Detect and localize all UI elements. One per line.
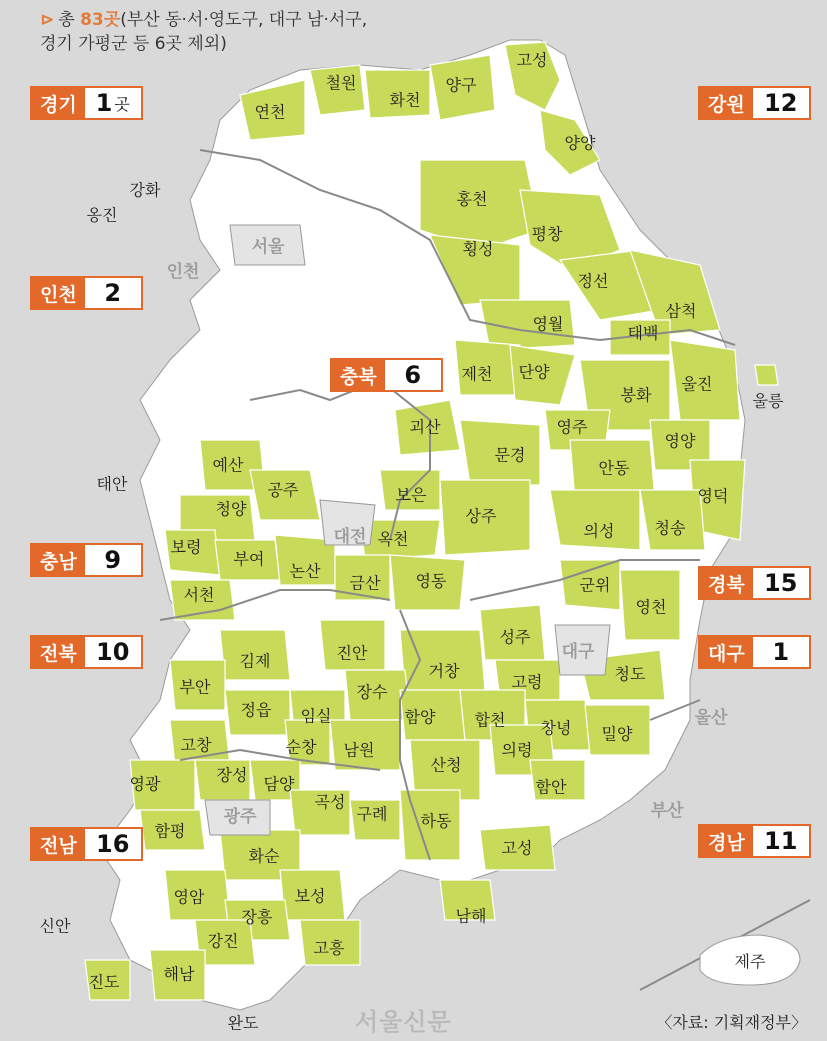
district-label: 대구	[561, 642, 595, 662]
district-label: 문경	[494, 445, 526, 465]
district-label: 양구	[445, 75, 477, 95]
header-rest: (부산 동·서·영도구, 대구 남·서구,	[120, 10, 368, 30]
district-label: 영천	[635, 597, 667, 617]
district-label: 함양	[404, 707, 436, 727]
district-label: 장흥	[241, 907, 273, 927]
district-label: 장성	[216, 765, 248, 785]
district-label: 구례	[356, 804, 388, 824]
district-label: 제천	[461, 364, 493, 384]
district-label: 영주	[556, 417, 588, 437]
header-count: 83곳	[80, 10, 121, 30]
district-label: 보은	[395, 485, 427, 505]
badge-gyeongnam	[698, 824, 811, 858]
district-label: 거창	[428, 661, 460, 681]
arrow-icon: ⊳	[40, 10, 55, 30]
district-label: 화천	[389, 90, 421, 110]
district-label: 영동	[415, 571, 447, 591]
district-label: 함안	[535, 777, 567, 797]
district-label: 창녕	[540, 718, 572, 738]
district-label: 곡성	[314, 792, 346, 812]
district-label: 청송	[654, 518, 686, 538]
district-label: 함평	[154, 821, 186, 841]
district-label: 고성	[501, 838, 533, 858]
district-label: 삼척	[665, 301, 697, 321]
district-label: 산청	[430, 755, 462, 775]
district-label: 강화	[129, 180, 161, 200]
district-label: 공주	[267, 480, 299, 500]
district-label: 보성	[294, 886, 326, 906]
badge-name: 충남	[32, 545, 85, 575]
badge-count: 12	[764, 89, 798, 117]
district-label: 연천	[254, 102, 286, 122]
district-label: 횡성	[462, 239, 494, 259]
source-note: 〈자료: 기획재정부〉	[656, 1013, 807, 1032]
district-label: 진도	[88, 972, 120, 992]
district-label: 청도	[614, 664, 646, 684]
badge-name: 강원	[700, 88, 753, 118]
badge-name: 전북	[32, 637, 85, 667]
badge-name: 전남	[32, 829, 85, 859]
district-label: 울산	[694, 708, 728, 728]
district-label: 고성	[516, 50, 548, 70]
district-label: 예산	[212, 455, 244, 475]
district-label: 진안	[336, 643, 368, 663]
district-label: 강진	[207, 931, 239, 951]
district-label: 봉화	[620, 385, 652, 405]
district-label: 남해	[455, 906, 487, 926]
district-label: 보령	[170, 537, 202, 557]
district-label: 서천	[183, 585, 215, 605]
district-label: 인천	[166, 262, 200, 282]
district-label: 영광	[129, 774, 161, 794]
district-label: 신안	[39, 916, 71, 936]
header-line2: 경기 가평군 등 6곳 제외)	[40, 34, 227, 54]
badge-name: 충북	[332, 360, 385, 390]
district-label: 고령	[511, 672, 543, 692]
badge-count: 16	[96, 830, 130, 858]
district-label: 의성	[583, 521, 615, 541]
district-label: 군위	[579, 575, 611, 595]
district-label: 합천	[474, 710, 506, 730]
district-label: 영덕	[697, 486, 729, 506]
district-label: 논산	[289, 561, 321, 581]
badge-incheon	[30, 276, 143, 310]
district-label: 서울	[251, 237, 285, 257]
badge-count: 11	[764, 827, 798, 855]
badge-jeonnam	[30, 827, 143, 861]
badge-count: 2	[104, 279, 122, 307]
header-prefix: 총	[58, 10, 75, 30]
badge-name: 경북	[700, 568, 753, 598]
district-label: 정읍	[240, 700, 272, 720]
header	[40, 8, 367, 56]
badge-gyeongbuk	[698, 566, 811, 600]
district-label: 고창	[180, 735, 212, 755]
district-label: 홍천	[456, 189, 488, 209]
district-label: 부안	[179, 677, 211, 697]
badge-name: 대구	[700, 637, 753, 667]
jeju-label: 제주	[734, 952, 766, 971]
district-label: 성주	[499, 627, 531, 647]
district-label: 영암	[173, 887, 205, 907]
district-label: 광주	[223, 807, 257, 827]
district-label: 담양	[263, 774, 295, 794]
district-label: 청양	[215, 499, 247, 519]
district-label: 영월	[532, 314, 564, 334]
district-label: 순창	[285, 737, 317, 757]
badge-daegu	[698, 635, 811, 669]
badge-gyeonggi	[30, 86, 143, 120]
district-label: 태안	[96, 474, 128, 494]
district-label: 부여	[233, 549, 265, 569]
badge-chungbuk	[330, 358, 443, 392]
badge-chungnam	[30, 543, 143, 577]
header-line1	[40, 8, 367, 32]
district-label: 부산	[650, 801, 684, 821]
badge-count: 9	[104, 546, 122, 574]
district-label: 하동	[420, 811, 452, 831]
badge-name: 경남	[700, 826, 753, 856]
district-label: 울진	[681, 374, 713, 394]
district-label: 괴산	[409, 417, 441, 437]
district-label: 해남	[163, 964, 195, 984]
badge-count: 15	[764, 569, 798, 597]
district-label: 태백	[627, 323, 659, 343]
district-label: 밀양	[601, 724, 633, 744]
watermark: 서울신문	[355, 1008, 452, 1036]
badge-count: 1 곳	[95, 89, 130, 117]
district-label: 화순	[248, 846, 280, 866]
district-label: 양양	[564, 133, 596, 153]
district-label: 옥천	[377, 529, 409, 549]
badge-name: 인천	[32, 278, 85, 308]
district-label: 단양	[518, 362, 550, 382]
district-label: 정선	[577, 271, 609, 291]
badge-count: 10	[96, 638, 130, 666]
district-label: 장수	[356, 682, 388, 702]
district-label: 임실	[300, 706, 332, 726]
district-label: 남원	[343, 740, 375, 760]
district-label: 김제	[239, 651, 271, 671]
badge-count: 1	[772, 638, 790, 666]
jeju-inset	[640, 900, 810, 990]
district-label: 철원	[325, 73, 357, 93]
badge-name: 경기	[32, 88, 85, 118]
district-label: 의령	[501, 740, 533, 760]
district-label: 옹진	[86, 205, 118, 225]
district-label: 완도	[227, 1013, 259, 1033]
district-label: 상주	[465, 506, 497, 526]
district-label: 대전	[333, 527, 367, 547]
district-label: 고흥	[313, 938, 345, 958]
badge-gangwon	[698, 86, 811, 120]
district-label: 금산	[349, 573, 381, 593]
district-label: 영양	[664, 431, 696, 451]
district-label: 안동	[598, 458, 630, 478]
badge-jeonbuk	[30, 635, 143, 669]
district-label: 울릉	[752, 391, 784, 411]
badge-count: 6	[404, 361, 422, 389]
district-label: 평창	[531, 224, 563, 244]
